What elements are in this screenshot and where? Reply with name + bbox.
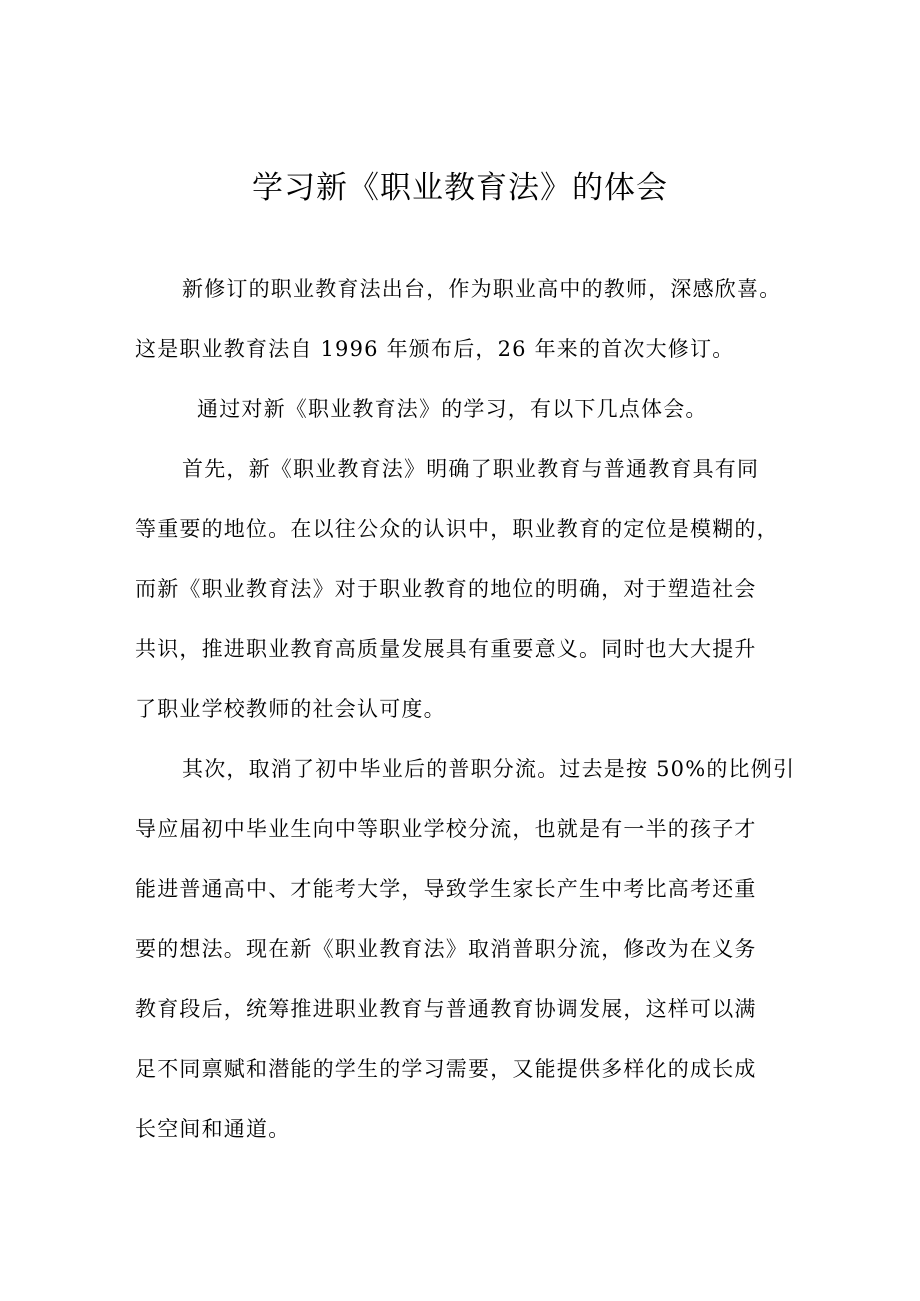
paragraph-line: 能进普通高中、才能考大学，导致学生家长产生中考比高考还重 bbox=[135, 877, 757, 901]
paragraph-line: 长空间和通道。 bbox=[135, 1117, 291, 1141]
paragraph-line: 要的想法。现在新《职业教育法》取消普职分流，修改为在义务 bbox=[135, 937, 757, 961]
paragraph-line: 教育段后，统筹推进职业教育与普通教育协调发展，这样可以满 bbox=[135, 997, 757, 1021]
paragraph-line: 新修订的职业教育法出台，作为职业高中的教师，深感欣喜。 bbox=[182, 277, 782, 301]
paragraph-line: 其次，取消了初中毕业后的普职分流。过去是按 50%的比例引 bbox=[182, 757, 796, 781]
paragraph-line: 足不同禀赋和潜能的学生的学习需要，又能提供多样化的成长成 bbox=[135, 1057, 757, 1081]
document-title: 学习新《职业教育法》的体会 bbox=[252, 170, 668, 206]
paragraph-line: 等重要的地位。在以往公众的认识中，职业教育的定位是模糊的， bbox=[135, 517, 779, 541]
paragraph-line: 首先，新《职业教育法》明确了职业教育与普通教育具有同 bbox=[182, 457, 760, 481]
paragraph-line: 了职业学校教师的社会认可度。 bbox=[135, 697, 446, 721]
paragraph-line: 这是职业教育法自 1996 年颁布后，26 年来的首次大修订。 bbox=[135, 337, 735, 361]
paragraph-line: 导应届初中毕业生向中等职业学校分流，也就是有一半的孩子才 bbox=[135, 817, 757, 841]
paragraph-line: 而新《职业教育法》对于职业教育的地位的明确，对于塑造社会 bbox=[135, 577, 757, 601]
paragraph-line: 通过对新《职业教育法》的学习，有以下几点体会。 bbox=[197, 397, 708, 421]
paragraph-line: 共识，推进职业教育高质量发展具有重要意义。同时也大大提升 bbox=[135, 637, 757, 661]
